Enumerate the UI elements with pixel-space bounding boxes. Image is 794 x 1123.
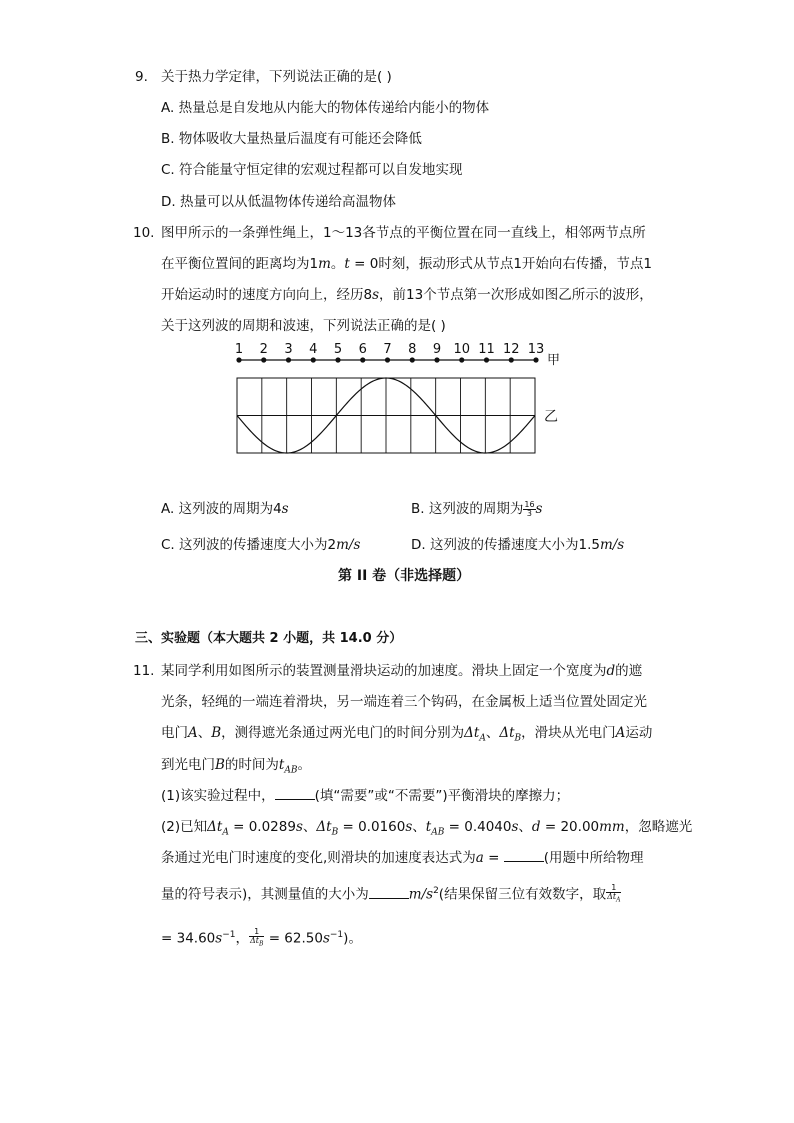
section3-header: 三、实验题（本大题共 2 小题，共 14.0 分）	[135, 631, 403, 646]
q11-part2-blank-value	[369, 886, 409, 899]
q11-part2-blank-expression	[504, 849, 544, 862]
q11-line4: 到光电门B的时间为$t_{AB}$。	[161, 757, 311, 776]
node-label-5: 5	[333, 342, 343, 357]
q11-fraction-2: $\frac{1}{\Delta t_B}$	[249, 927, 264, 948]
node-dot-13	[533, 357, 538, 362]
q11-part2-line2: 条通过光电门时速度的变化,则滑块的加速度表达式为a = (用题中所给物理	[161, 850, 644, 866]
q9-stem: 关于热力学定律，下列说法正确的是( )	[161, 69, 392, 85]
node-dot-2	[261, 357, 266, 362]
grid-lines	[237, 378, 535, 453]
q11-part2-line1: (2)已知$\Delta t_A = 0.0289s$、$\Delta t_B = 0.0160s$、$t_{AB} = 0.4040s$、d = 20.00mm，忽略遮光	[161, 819, 693, 838]
node-dot-1	[236, 357, 241, 362]
node-dot-4	[311, 357, 316, 362]
node-dot-11	[484, 357, 489, 362]
q11-line1: 某同学利用如图所示的装置测量滑块运动的加速度。滑块上固定一个宽度为d的遮	[161, 663, 643, 679]
node-dot-8	[410, 357, 415, 362]
node-dot-10	[459, 357, 464, 362]
q11-line3: 电门A、B，测得遮光条通过两光电门的时间分别为$\Delta t_A$、$\Delta t_B$，滑块从光电门A运动	[161, 725, 653, 744]
node-label-13: 13	[527, 342, 545, 357]
q10-line2: 在平衡位置间的距离均为1m。t = 0时刻，振动形式从节点1开始向右传播，节点1	[161, 256, 653, 272]
node-dot-12	[509, 357, 514, 362]
node-label-10: 10	[453, 342, 471, 357]
q9-number: 9.	[135, 69, 148, 85]
q11-part2-line3: 量的符号表示)，其测量值的大小为 $m/s^2$(结果保留三位有效数字，取 $\frac{1}{\Delta t_A}$	[161, 883, 621, 904]
q11-fraction-1: $\frac{1}{\Delta t_A}$	[607, 883, 621, 904]
node-label-6: 6	[358, 342, 367, 357]
q10-option-b-fraction: $\frac{16}{3}$	[524, 499, 535, 518]
node-label-3: 3	[284, 342, 293, 357]
node-dot-9	[434, 357, 439, 362]
wave-figure	[226, 338, 566, 460]
node-label-8: 8	[408, 342, 417, 357]
node-label-11: 11	[478, 342, 495, 357]
q11-part2-line4: = $34.60s^{-1}$， $\frac{1}{\Delta t_B}$ = $62.50s^{-1}$)。	[161, 927, 362, 948]
q10-option-c: C. 这列波的传播速度大小为2m/s	[161, 537, 361, 553]
q9-option-d: D. 热量可以从低温物体传递给高温物体	[161, 194, 396, 210]
node-label-12: 12	[502, 342, 520, 357]
node-label-4: 4	[309, 342, 318, 357]
q10-option-b: B. 这列波的周期为 $\frac{16}{3}$ s	[411, 499, 543, 518]
q11-number: 11.	[133, 663, 155, 679]
q10-line3: 开始运动时的速度方向向上，经历8s，前13个节点第一次形成如图乙所示的波形，	[161, 287, 653, 303]
node-dot-6	[360, 357, 365, 362]
node-dot-5	[335, 357, 340, 362]
q11-part1: (1)该实验过程中， (填“需要”或“不需要”)平衡滑块的摩擦力；	[161, 788, 570, 804]
q10-option-a: A. 这列波的周期为4s	[161, 501, 289, 517]
q9-option-c: C. 符合能量守恒定律的宏观过程都可以自发地实现	[161, 162, 463, 178]
node-labels	[235, 342, 544, 357]
label-yi: 乙	[544, 409, 558, 425]
q10-number: 10.	[133, 225, 155, 241]
section2-title: 第 II 卷（非选择题）	[338, 568, 471, 584]
node-label-1: 1	[234, 342, 244, 357]
node-dot-3	[286, 357, 291, 362]
node-dot-7	[385, 357, 390, 362]
q11-line2: 光条，轻绳的一端连着滑块，另一端连着三个钩码，在金属板上适当位置处固定光	[161, 694, 647, 710]
q11-part1-blank	[275, 787, 315, 800]
node-label-7: 7	[383, 342, 392, 357]
q9-option-a: A. 热量总是自发地从内能大的物体传递给内能小的物体	[161, 100, 490, 116]
label-jia: 甲	[547, 353, 561, 368]
q9-option-b: B. 物体吸收大量热量后温度有可能还会降低	[161, 131, 422, 147]
node-label-9: 9	[432, 342, 442, 357]
q10-line4: 关于这列波的周期和波速，下列说法正确的是( )	[161, 318, 446, 334]
node-label-2: 2	[259, 342, 268, 357]
q10-line1: 图甲所示的一条弹性绳上，1～13各节点的平衡位置在同一直线上，相邻两节点所	[161, 225, 646, 241]
q10-option-d: D. 这列波的传播速度大小为1.5m/s	[411, 537, 625, 553]
